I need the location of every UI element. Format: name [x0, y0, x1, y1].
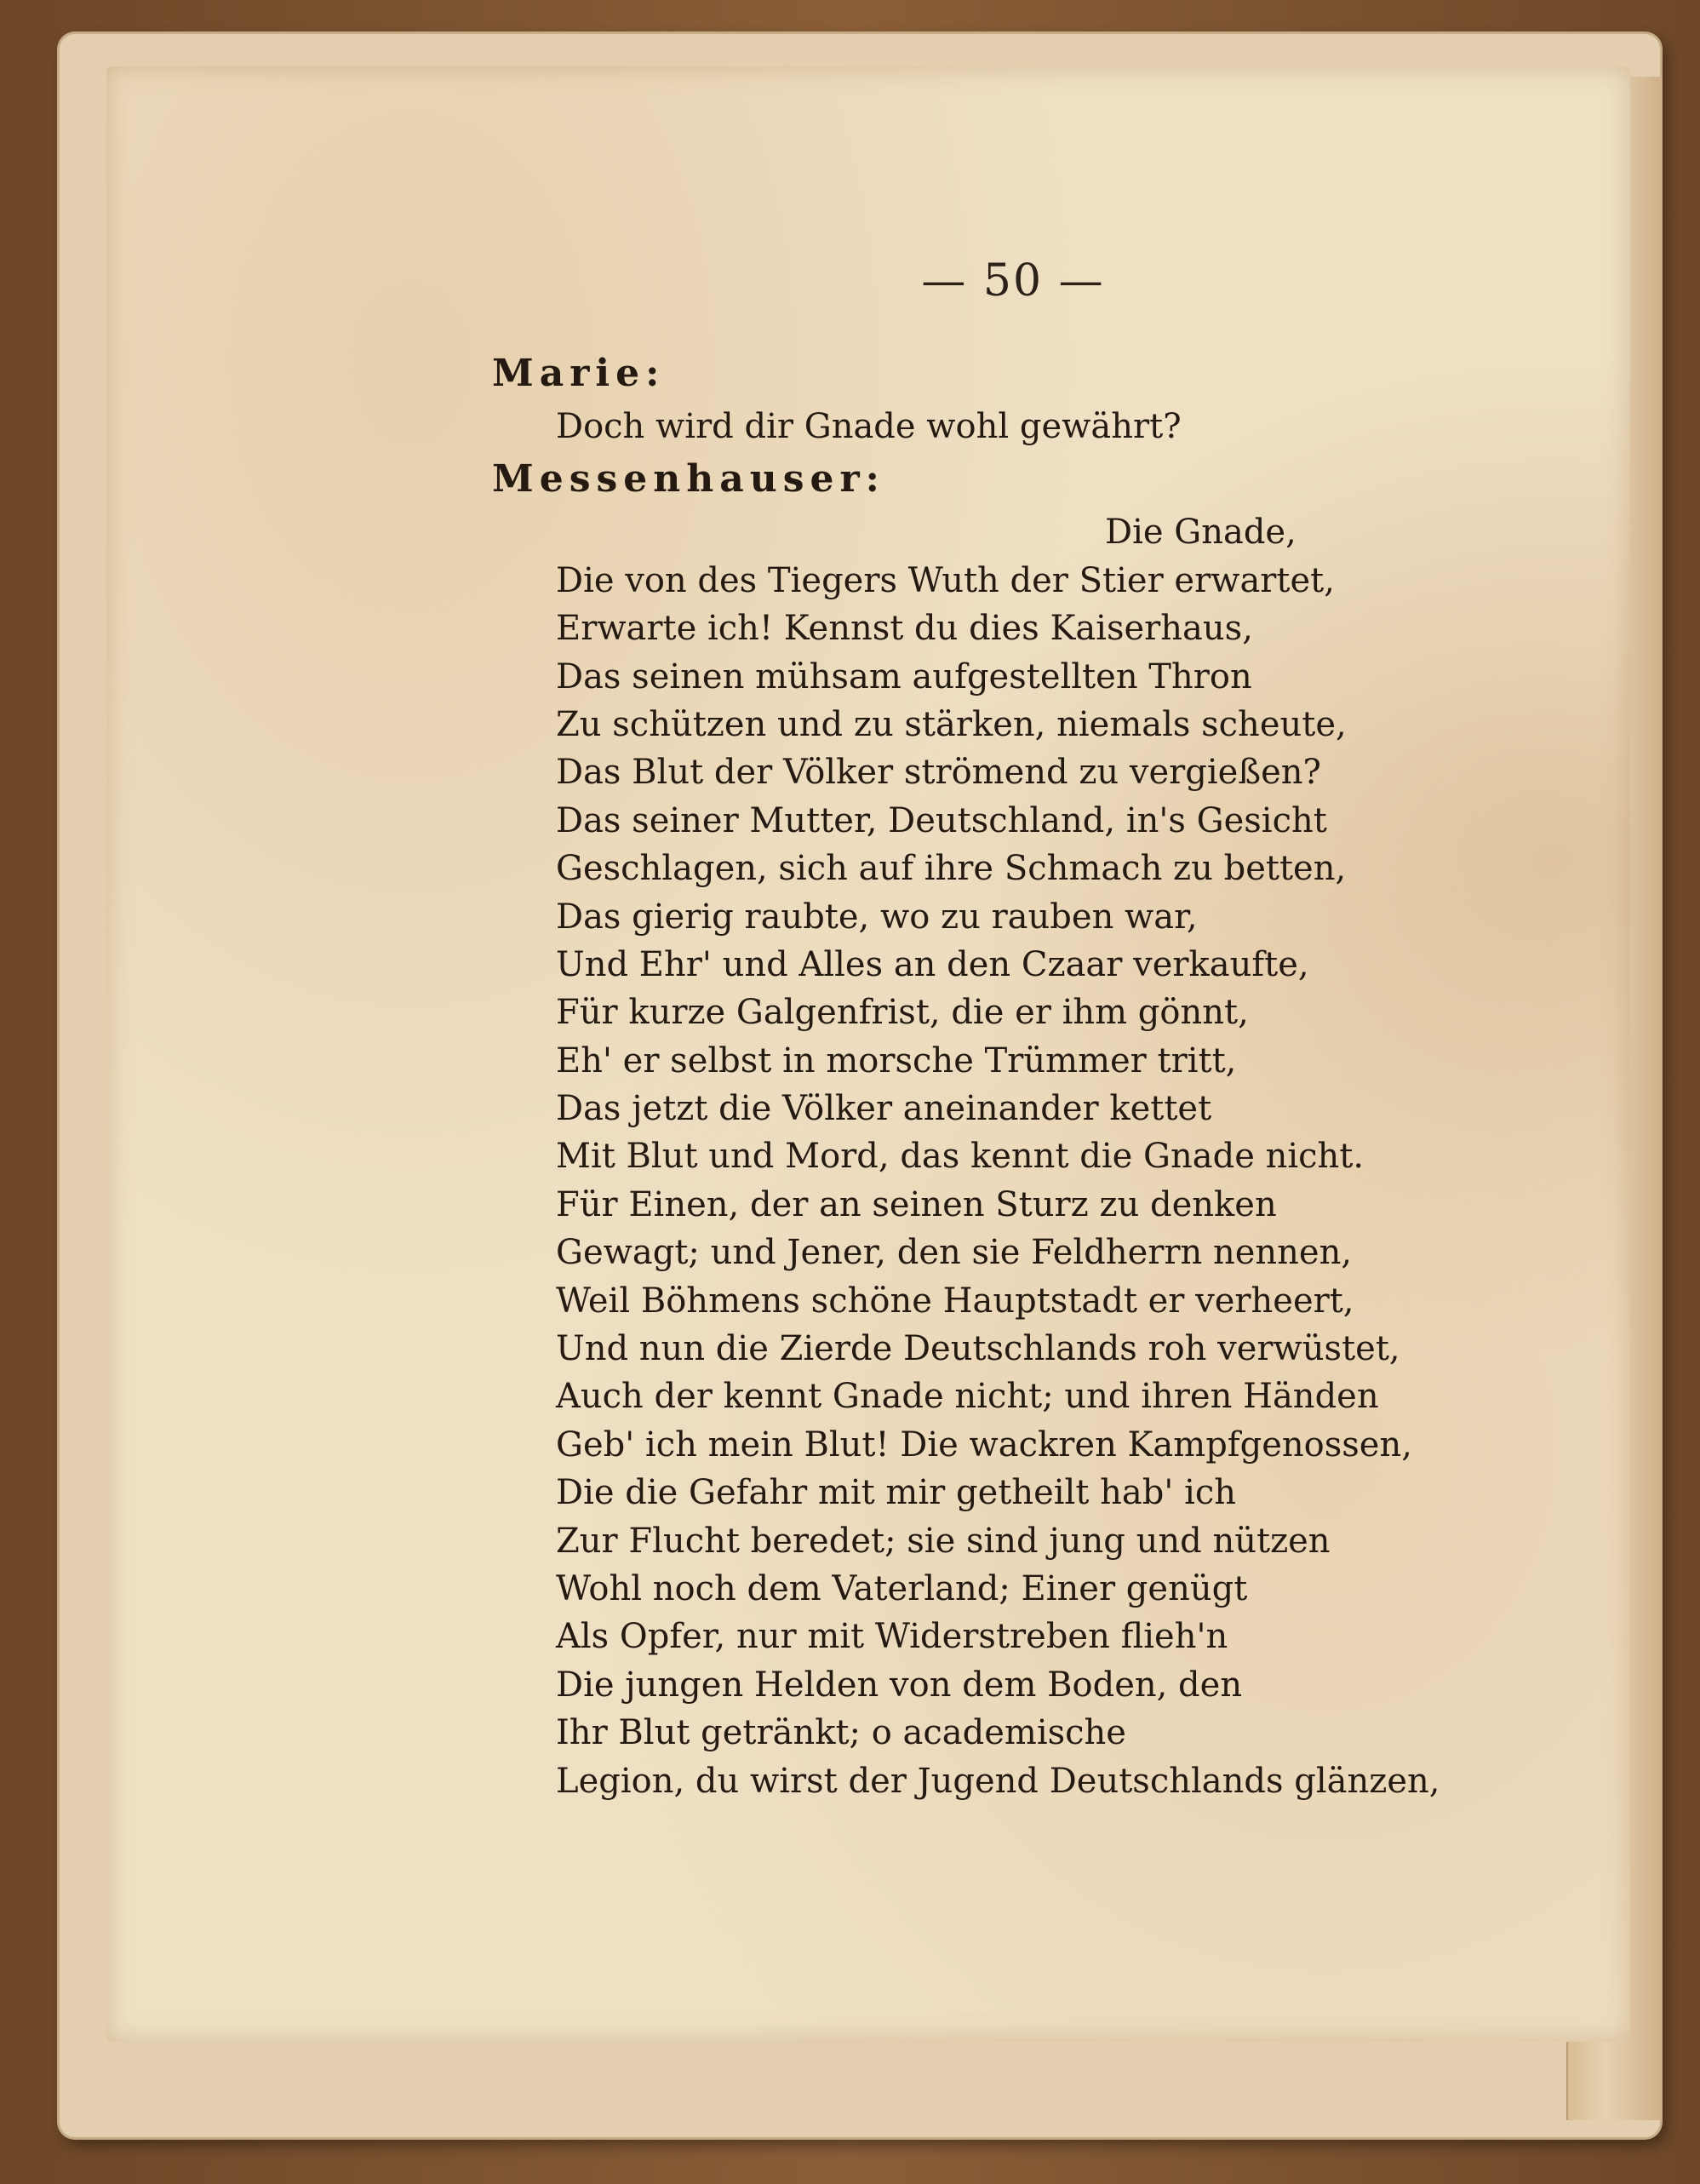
verse-line: Für kurze Galgenfrist, die er ihm gönnt, — [556, 993, 1249, 1033]
speaker-messenhauser: Messenhauser: — [492, 457, 885, 502]
verse-line: Für Einen, der an seinen Sturz zu denken — [556, 1184, 1277, 1224]
verse-line: Ihr Blut getränkt; o academische — [556, 1713, 1126, 1753]
verse-line: Das seinen mühsam aufgestellten Thron — [556, 656, 1252, 696]
verse-line: Auch der kennt Gnade nicht; und ihren Händen — [556, 1377, 1379, 1417]
verse-line: Das seiner Mutter, Deutschland, in's Gesicht — [556, 800, 1327, 840]
marie-line: Doch wird dir Gnade wohl gewährt? — [556, 407, 1182, 446]
verse-line: Mit Blut und Mord, das kennt die Gnade nicht. — [556, 1137, 1365, 1177]
verse-line: Die von des Tiegers Wuth der Stier erwartet, — [556, 560, 1335, 600]
verse-line: Als Opfer, nur mit Widerstreben flieh'n — [556, 1617, 1228, 1657]
verse-line: Das Blut der Völker strömend zu vergießen? — [556, 753, 1321, 793]
verse-line: Die die Gefahr mit mir getheilt hab' ich — [556, 1473, 1237, 1513]
verse-line: Geschlagen, sich auf ihre Schmach zu betten, — [556, 849, 1347, 889]
verse-line: Die jungen Helden von dem Boden, den — [556, 1665, 1243, 1705]
play-text — [492, 345, 1471, 1805]
verse-line: Wohl noch dem Vaterland; Einer genügt — [556, 1568, 1248, 1608]
verse-line: Und nun die Zierde Deutschlands roh verwüstet, — [556, 1329, 1400, 1369]
verse-line: Zu schützen und zu stärken, niemals scheute, — [556, 704, 1347, 744]
verse-line: Legion, du wirst der Jugend Deutschlands glänzen, — [556, 1761, 1440, 1801]
verse-line: Das gierig raubte, wo zu rauben war, — [556, 897, 1198, 937]
verse-line: Eh' er selbst in morsche Trümmer tritt, — [556, 1040, 1237, 1081]
verse-line: Weil Böhmens schöne Hauptstadt er verheert, — [556, 1281, 1354, 1321]
verse-line: Erwarte ich! Kennst du dies Kaiserhaus, — [556, 609, 1253, 649]
verse-line: Und Ehr' und Alles an den Czaar verkaufte, — [556, 944, 1309, 984]
page-number: — 50 — — [921, 255, 1105, 307]
verse-line: Geb' ich mein Blut! Die wackren Kampfgenossen, — [556, 1424, 1412, 1465]
verse-line: Das jetzt die Völker aneinander kettet — [556, 1089, 1212, 1129]
messenhauser-opening: Die Gnade, — [1105, 513, 1296, 553]
verse-line: Gewagt; und Jener, den sie Feldherrn nennen, — [556, 1233, 1353, 1273]
verse-line: Zur Flucht beredet; sie sind jung und nützen — [556, 1521, 1331, 1561]
speaker-marie: Marie: — [492, 352, 666, 395]
